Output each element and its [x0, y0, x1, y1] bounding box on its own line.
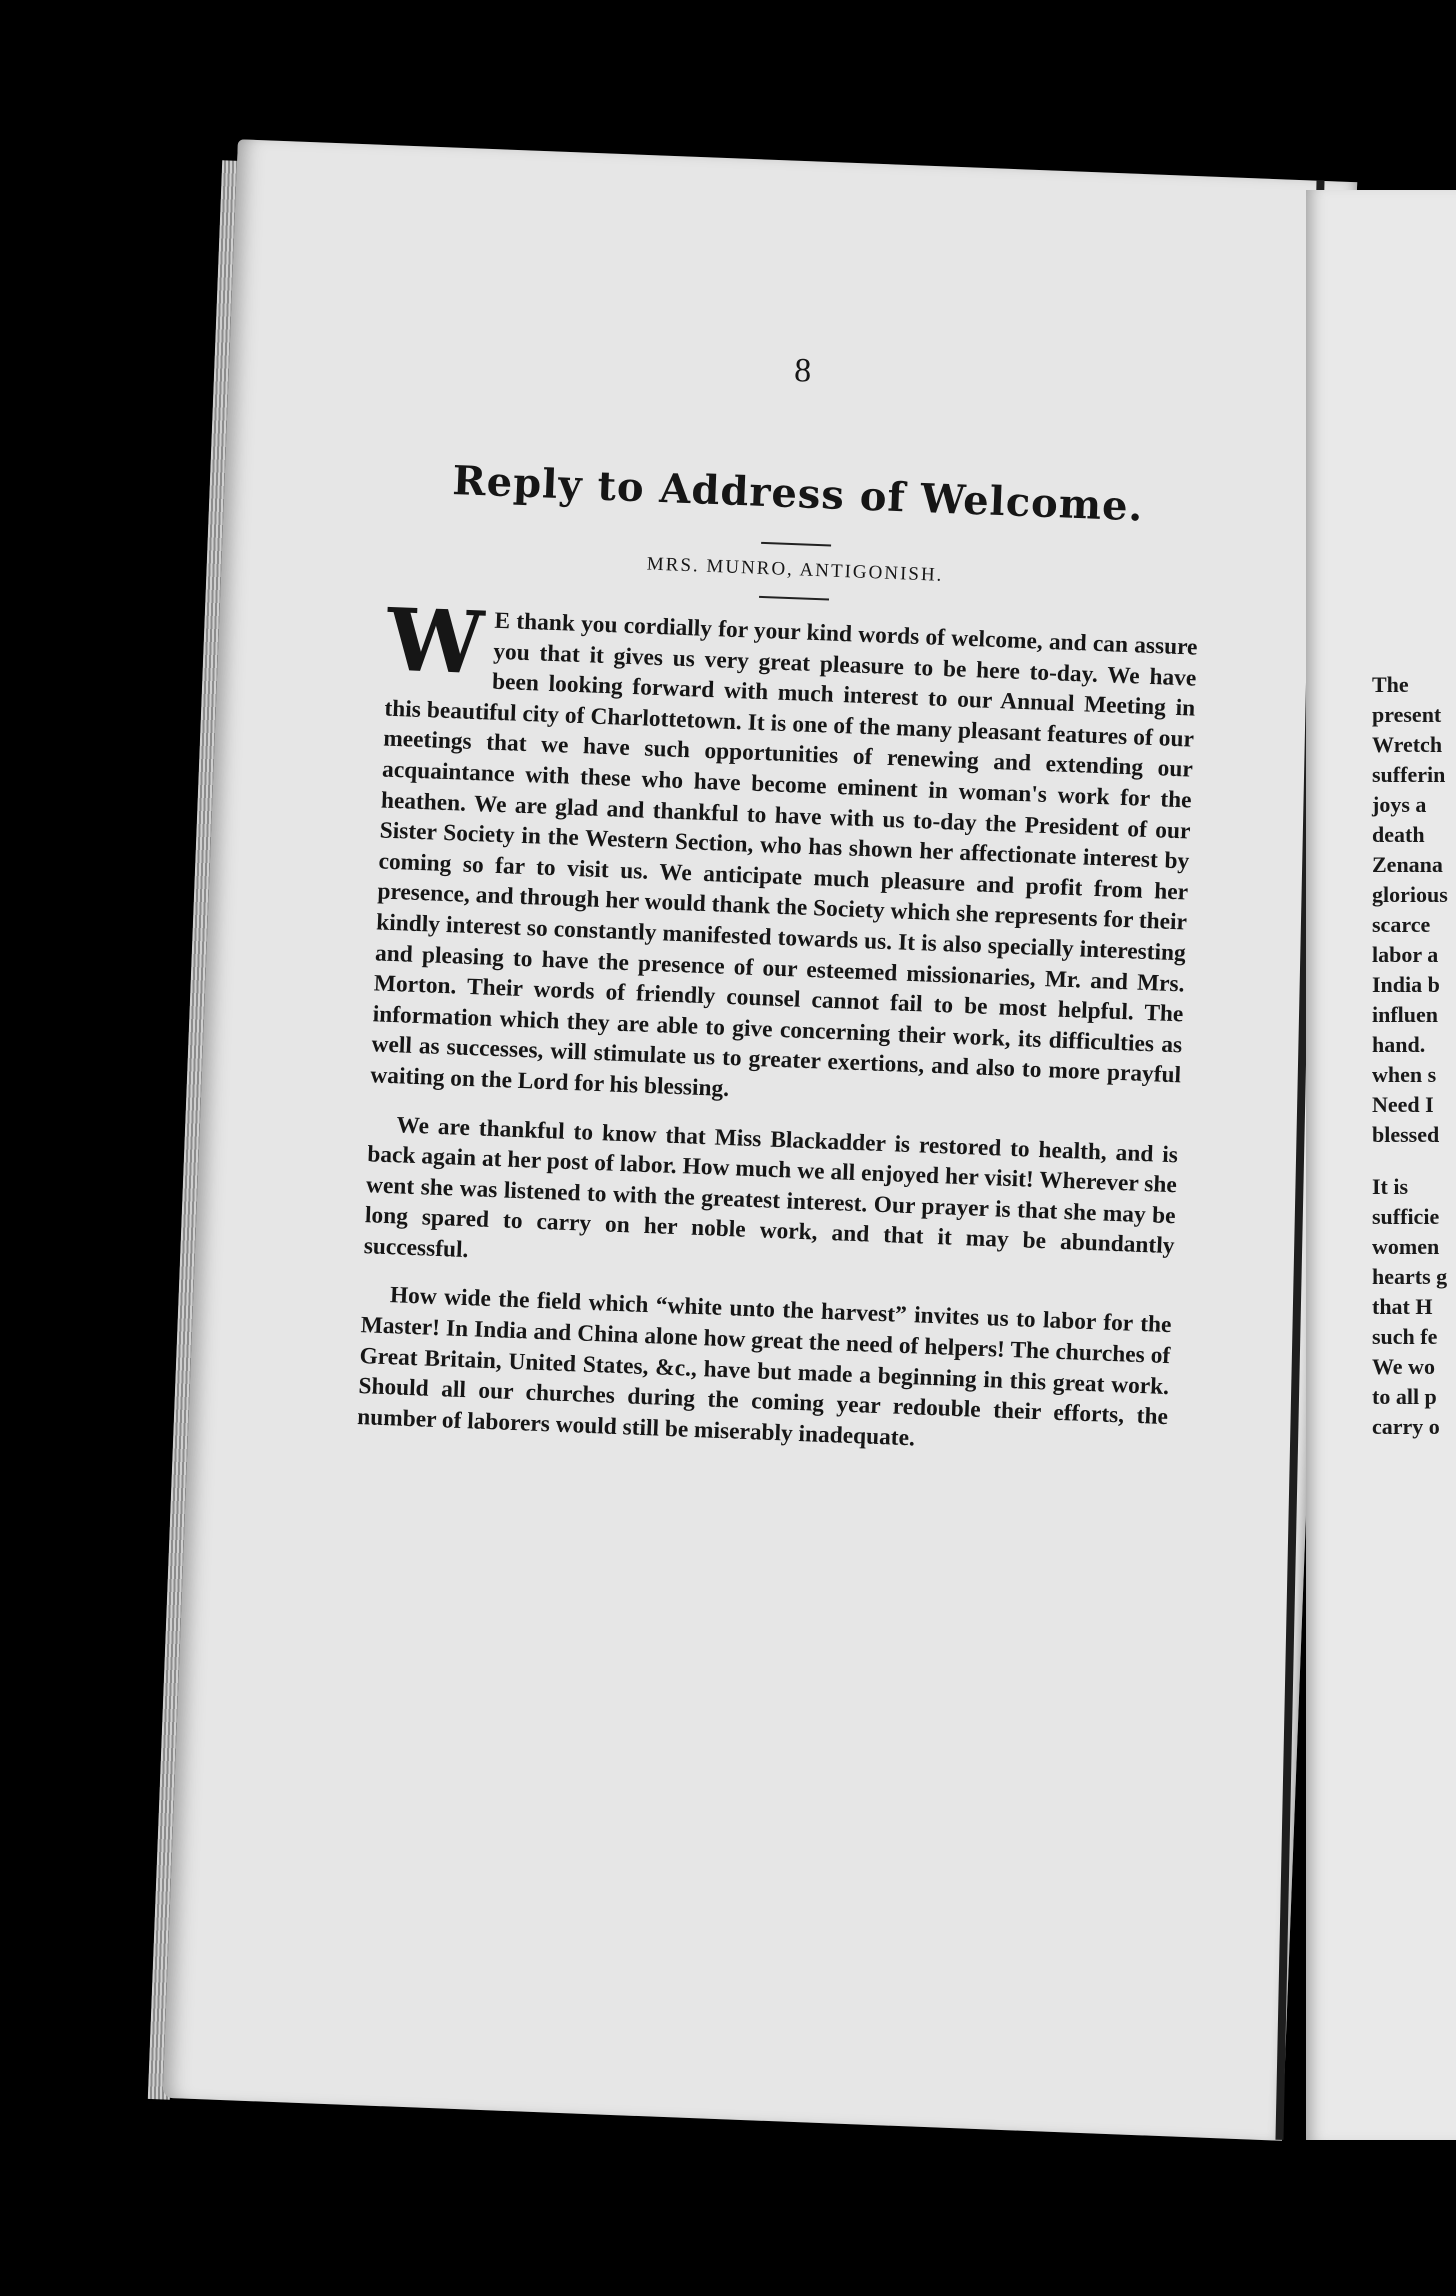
fragment-line: glorious: [1372, 882, 1448, 907]
paragraph-2: We are thankful to know that Miss Blackadder is restored to health, and is back again at her post of labor. How much we all enjoyed her visit! Wherever she went she was listened to with the greatest interest. Our prayer is that she may be long spared to carry on her noble work, and that it may be abundantly successful.: [363, 1111, 1179, 1264]
fragment-line: Wretch: [1372, 732, 1443, 757]
fragment-line: to all p: [1372, 1384, 1437, 1409]
paragraph-text: E thank you cordially for your kind words of welcome, and can assure you that it gives us very great pleasure to be here to-day. We have been looking forward with much interest to our Annual Meeting in this beautiful city of Charlottetown. It is one of the many pleasant features of our meetings that we have such opportunities of renewing and extending our acquaintance with these who have become eminent in woman's work for the heathen. We are glad and thankful to have with us to-day the President of our Sister Society in the Western Section, who has shown her affectionate interest by coming so far to visit us. We anticipate much pleasure and profit from her presence, and through her would thank the Society which she represents for their kindly interest so constantly manifested towards us. It is also specially interesting and pleasing to have the presence of our esteemed missionaries, Mr. and Mrs. Morton. Their words of friendly counsel cannot fail to be most helpful. The information which they are able to give concerning their work, its difficulties as well as successes, will stimulate us to greater exertions, and also to more prayful waiting on the Lord for his blessing.: [369, 607, 1198, 1102]
fragment-line: sufferin: [1372, 762, 1446, 787]
drop-cap: W: [385, 589, 486, 695]
fragment-line: Need I: [1372, 1092, 1434, 1117]
fragment-line: It is: [1372, 1174, 1409, 1199]
fragment-line: joys a: [1372, 792, 1427, 817]
fragment-line: present: [1372, 702, 1442, 727]
fragment-gap: [1372, 1150, 1448, 1172]
fragment-line: influen: [1372, 1002, 1439, 1027]
author-byline: MRS. MUNRO, ANTIGONISH.: [646, 553, 944, 586]
fragment-line: hand.: [1372, 1032, 1426, 1057]
fragment-line: sufficie: [1372, 1204, 1440, 1229]
fragment-line: Zenana: [1372, 852, 1443, 877]
fragment-line: blessed: [1372, 1122, 1440, 1147]
fragment-line: labor a: [1372, 942, 1439, 967]
fragment-line: India b: [1372, 972, 1440, 997]
fragment-line: that H: [1372, 1294, 1433, 1319]
page-content: [356, 185, 1214, 1482]
paragraph-3: How wide the field which “white unto the harvest” invites us to labor for the Master! In India and China alone how great the need of helpers! The churches of Great Britain, United States, &c., have but made a beginning in this great work. Should all our churches during the coming year redouble their efforts, the number of laborers would still be miserably inadequate.: [356, 1282, 1172, 1452]
right-page-fragment: [1306, 190, 1456, 2140]
fragment-line: when s: [1372, 1062, 1437, 1087]
divider: [759, 596, 829, 601]
page-number: 8: [793, 352, 812, 390]
paragraph-1: [369, 589, 1198, 1122]
fragment-line: women: [1372, 1234, 1440, 1259]
fragment-line: death: [1372, 822, 1425, 847]
fragment-line: hearts g: [1372, 1264, 1448, 1289]
fragment-line: scarce: [1372, 912, 1431, 937]
fragment-line: such fe: [1372, 1324, 1438, 1349]
fragment-line: We wo: [1372, 1354, 1435, 1379]
article-title: Reply to Address of Welcome.: [451, 456, 1145, 531]
divider: [761, 542, 831, 547]
right-page-text: [1372, 670, 1448, 1442]
fragment-line: The: [1372, 672, 1409, 697]
fragment-line: carry o: [1372, 1414, 1440, 1439]
